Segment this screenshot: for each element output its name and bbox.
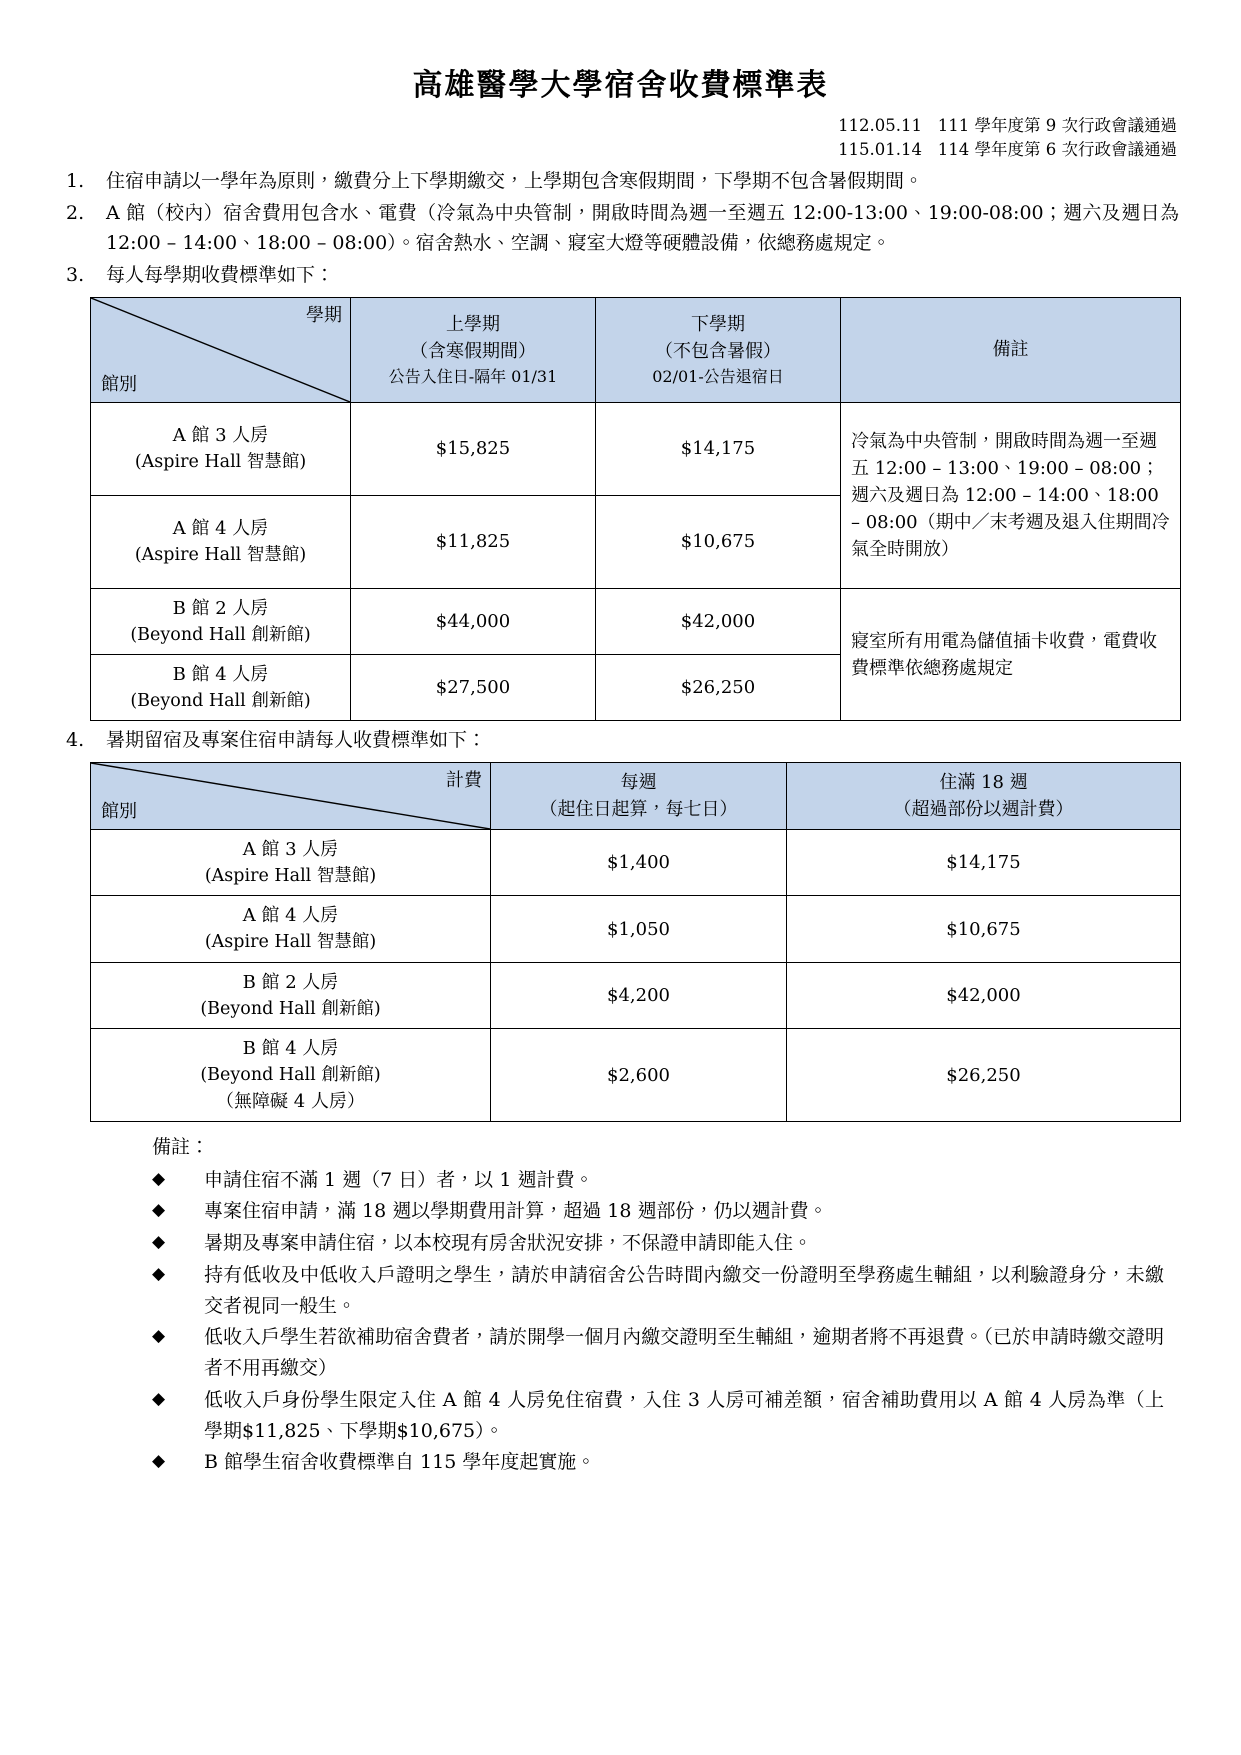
summer-col-weekly-main: 每週 xyxy=(620,772,657,794)
approval-line-2: 115.01.14 114 學年度第 6 次行政會議通過 xyxy=(838,139,1177,159)
semester-row-0-room xyxy=(91,402,351,495)
diamond-bullet-icon: ◆ xyxy=(152,1326,166,1347)
semester-row-2-room-zh: B 館 2 人房 xyxy=(172,597,269,619)
approval-block xyxy=(62,114,1179,162)
clause-4-number: 4. xyxy=(66,729,85,752)
semester-corner-label-hall: 館別 xyxy=(101,373,137,395)
remarks-title: 備註： xyxy=(152,1136,210,1159)
semester-col-first-sub1: （含寒假期間） xyxy=(410,340,536,362)
diagonal-divider-icon xyxy=(91,763,490,829)
summer-row-0-weekly: $1,400 xyxy=(491,830,787,896)
remark-item-5-text: 低收入戶學生若欲補助宿舍費者，請於開學一個月內繳交證明至生輔組，逾期者將不再退費。（已於申請時繳交證明者不用再繳交） xyxy=(204,1326,1164,1380)
semester-row-3-first: $27,500 xyxy=(351,655,596,721)
remark-item-2-text: 專案住宿申請，滿 18 週以學期費用計算，超過 18 週部份，仍以週計費。 xyxy=(204,1200,828,1223)
summer-col-weekly-sub1: （起住日起算，每七日） xyxy=(539,799,738,821)
summer-row-0-room xyxy=(91,830,491,896)
approval-line-1: 112.05.11 111 學年度第 9 次行政會議通過 xyxy=(838,116,1177,135)
diamond-bullet-icon: ◆ xyxy=(152,1232,166,1253)
clause-list xyxy=(62,166,1179,291)
diamond-bullet-icon: ◆ xyxy=(152,1168,166,1189)
summer-col-weekly xyxy=(491,763,787,830)
semester-row-3-room-zh: B 館 4 人房 xyxy=(172,664,269,686)
table-row xyxy=(91,402,1181,495)
semester-row-1-second: $10,675 xyxy=(596,495,841,588)
clause-3-text: 每人每學期收費標準如下： xyxy=(106,264,335,287)
clause-1-number: 1. xyxy=(66,169,85,192)
summer-row-2-full18: $42,000 xyxy=(787,962,1181,1028)
semester-row-3-second: $26,250 xyxy=(596,655,841,721)
semester-corner-label-period: 學期 xyxy=(306,304,342,326)
remarks-section xyxy=(152,1132,1179,1478)
remark-item-1 xyxy=(152,1165,1179,1196)
semester-col-note xyxy=(841,297,1181,402)
semester-row-2-first: $44,000 xyxy=(351,588,596,654)
semester-row-1-first: $11,825 xyxy=(351,495,596,588)
summer-table-corner-cell xyxy=(91,763,491,830)
summer-row-2-room xyxy=(91,962,491,1028)
remark-item-3-text: 暑期及專案申請住宿，以本校現有房舍狀況安排，不保證申請即能入住。 xyxy=(204,1232,813,1255)
remark-item-3 xyxy=(152,1228,1179,1259)
summer-row-1-room-en: (Aspire Hall 智慧館) xyxy=(204,932,377,953)
semester-col-second-main: 下學期 xyxy=(691,313,745,335)
semester-fee-table xyxy=(90,297,1181,722)
remark-item-7-text: B 館學生宿舍收費標準自 115 學年度起實施。 xyxy=(204,1451,596,1474)
clause-2 xyxy=(62,198,1179,260)
semester-row-0-first: $15,825 xyxy=(351,402,596,495)
diamond-bullet-icon: ◆ xyxy=(152,1388,166,1409)
summer-corner-label-billing: 計費 xyxy=(446,770,482,792)
remark-item-5 xyxy=(152,1322,1179,1384)
semester-col-second-sub2: 02/01-公告退宿日 xyxy=(652,366,784,386)
summer-row-0-full18: $14,175 xyxy=(787,830,1181,896)
clause-4 xyxy=(62,725,1179,756)
summer-row-0-room-zh: A 館 3 人房 xyxy=(242,839,339,861)
summer-row-1-room-zh: A 館 4 人房 xyxy=(242,905,339,927)
summer-row-2-room-en: (Beyond Hall 創新館) xyxy=(200,998,381,1019)
semester-table-header-row xyxy=(91,297,1181,402)
clause-list-2 xyxy=(62,725,1179,756)
semester-row-0-second: $14,175 xyxy=(596,402,841,495)
table-row xyxy=(91,588,1181,654)
summer-table-header-row xyxy=(91,763,1181,830)
summer-row-3-weekly: $2,600 xyxy=(491,1028,787,1121)
semester-row-2-second: $42,000 xyxy=(596,588,841,654)
page-title: 高雄醫學大學宿舍收費標準表 xyxy=(412,68,829,103)
remark-item-2 xyxy=(152,1196,1179,1227)
semester-row-2-room-en: (Beyond Hall 創新館) xyxy=(130,624,311,645)
summer-row-1-weekly: $1,050 xyxy=(491,896,787,962)
semester-table-corner-cell xyxy=(91,297,351,402)
summer-row-2-room-zh: B 館 2 人房 xyxy=(242,971,339,993)
clause-3 xyxy=(62,260,1179,291)
remark-item-1-text: 申請住宿不滿 1 週（7 日）者，以 1 週計費。 xyxy=(204,1168,594,1191)
clause-1 xyxy=(62,166,1179,197)
remark-item-4 xyxy=(152,1260,1179,1322)
semester-row-1-room-en: (Aspire Hall 智慧館) xyxy=(134,545,307,566)
semester-col-second-sub1: （不包含暑假） xyxy=(655,340,781,362)
remark-item-6 xyxy=(152,1385,1179,1447)
summer-row-2-weekly: $4,200 xyxy=(491,962,787,1028)
semester-col-first-main: 上學期 xyxy=(446,313,500,335)
table-row xyxy=(91,962,1181,1028)
summer-row-3-room-zh: B 館 4 人房 xyxy=(242,1037,339,1059)
semester-row-2-room xyxy=(91,588,351,654)
clause-1-text: 住宿申請以一學年為原則，繳費分上下學期繳交，上學期包含寒假期間，下學期不包含暑假期間。 xyxy=(106,169,924,192)
semester-row-1-room-zh: A 館 4 人房 xyxy=(172,518,269,540)
semester-col-note-main: 備註 xyxy=(992,339,1029,361)
semester-row-1-room xyxy=(91,495,351,588)
summer-row-3-room xyxy=(91,1028,491,1121)
clause-2-text: A 館（校內）宿舍費用包含水、電費（冷氣為中央管制，開啟時間為週一至週五 12:00-13:00、19:00-08:00；週六及週日為 12:00 – 14:00、18:00 – 08:00）。宿舍熱水、空調、寢室大燈等硬體設備，依總務處規定。 xyxy=(106,201,1179,255)
semester-row-0-room-en: (Aspire Hall 智慧館) xyxy=(134,452,307,473)
semester-col-second xyxy=(596,297,841,402)
summer-row-1-full18: $10,675 xyxy=(787,896,1181,962)
summer-row-3-full18: $26,250 xyxy=(787,1028,1181,1121)
diamond-bullet-icon: ◆ xyxy=(152,1451,166,1472)
remark-item-7 xyxy=(152,1447,1179,1478)
semester-note-electricity: 寢室所有用電為儲值插卡收費，電費收費標準依總務處規定 xyxy=(841,588,1181,721)
summer-row-1-room xyxy=(91,896,491,962)
summer-col-full18 xyxy=(787,763,1181,830)
table-row xyxy=(91,896,1181,962)
diamond-bullet-icon: ◆ xyxy=(152,1200,166,1221)
clause-4-text: 暑期留宿及專案住宿申請每人收費標準如下： xyxy=(106,729,487,752)
remark-item-6-text: 低收入戶身份學生限定入住 A 館 4 人房免住宿費，入住 3 人房可補差額，宿舍補助費用以 A 館 4 人房為準（上學期$11,825、下學期$10,675）。 xyxy=(204,1388,1164,1442)
summer-col-full18-main: 住滿 18 週 xyxy=(939,772,1028,794)
clause-2-number: 2. xyxy=(66,201,85,224)
remark-item-4-text: 持有低收及中低收入戶證明之學生，請於申請宿舍公告時間內繳交一份證明至學務處生輔組，以利驗證身分，未繳交者視同一般生。 xyxy=(204,1263,1164,1317)
summer-fee-table xyxy=(90,762,1181,1122)
summer-row-0-room-en: (Aspire Hall 智慧館) xyxy=(204,866,377,887)
summer-corner-label-hall: 館別 xyxy=(101,801,137,823)
semester-note-aircon: 冷氣為中央管制，開啟時間為週一至週五 12:00 – 13:00、19:00 – 08:00；週六及週日為 12:00 – 14:00、18:00 – 08:00（期中／末考週及退入住期間冷氣全時開放） xyxy=(841,402,1181,588)
table-row xyxy=(91,830,1181,896)
semester-col-first xyxy=(351,297,596,402)
semester-row-0-room-zh: A 館 3 人房 xyxy=(172,425,269,447)
semester-row-3-room xyxy=(91,655,351,721)
summer-row-3-room-extra: （無障礙 4 人房） xyxy=(216,1091,365,1113)
summer-row-3-room-en: (Beyond Hall 創新館) xyxy=(200,1064,381,1085)
clause-3-number: 3. xyxy=(66,264,85,287)
summer-col-full18-sub1: （超過部份以週計費） xyxy=(893,799,1074,821)
semester-row-3-room-en: (Beyond Hall 創新館) xyxy=(130,691,311,712)
diamond-bullet-icon: ◆ xyxy=(152,1263,166,1284)
table-row xyxy=(91,1028,1181,1121)
semester-col-first-sub2: 公告入住日-隔年 01/31 xyxy=(388,366,558,386)
